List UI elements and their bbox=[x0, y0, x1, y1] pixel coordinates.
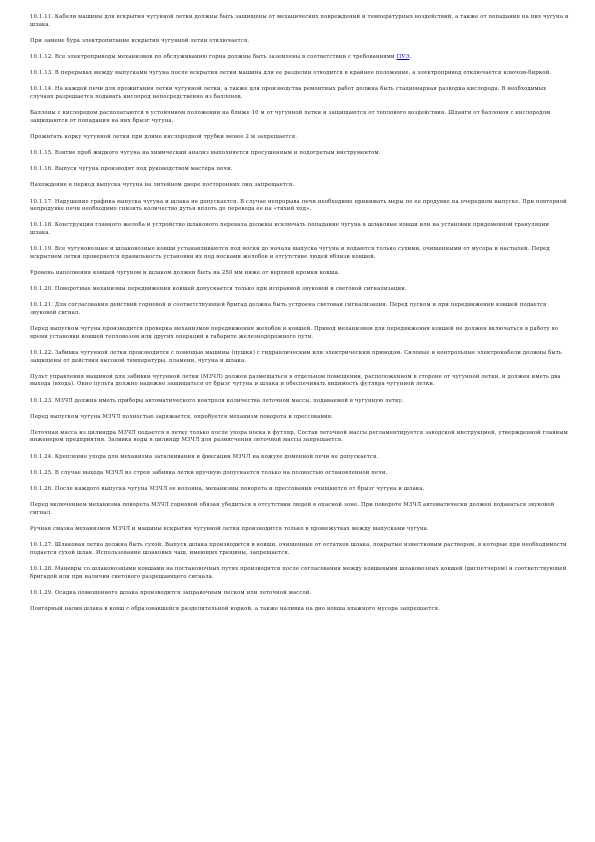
document-paragraph bbox=[30, 430, 569, 445]
document-paragraph bbox=[30, 526, 569, 534]
document-paragraph bbox=[30, 222, 569, 237]
paragraph-text: 10.1.16. Выпуск чугуна производят под руководством мастера печи. bbox=[30, 166, 233, 173]
paragraph-text: 10.1.11. Кабели машины для вскрытия чугунной летки должны быть защищены от механических повреждений и температурных воздействий, а также от попадания на них чугуна и шлака. bbox=[30, 14, 569, 28]
paragraph-text: Перед выпуском чугуна производится проверка механизмов передвижения желобов и ковшей. Привод механизмов для передвижения ковшей не должен включаться в работу во время установки ковшей тепловозом или других операций в габарите железнодорожного пути. bbox=[30, 326, 559, 340]
document-paragraph bbox=[30, 270, 569, 278]
paragraph-text: Перед включением механизма поворота МЗЧЛ горновой обязан убедиться в отсутствии людей в опасной зоне. При повороте МЗЧЛ автоматически должен подаваться звуковой сигнал. bbox=[30, 502, 555, 516]
paragraph-text: 10.1.24. Крепление упора для механизма заталкивания и фиксации МЗЧЛ на кожухе доменной печи не допускается. bbox=[30, 453, 379, 460]
document-paragraph bbox=[30, 502, 569, 517]
paragraph-text: При замене бура электропитание вскрытия чугунной летки отключается. bbox=[30, 37, 250, 44]
paragraph-text: Леточная масса из цилиндра МЗЧЛ подается в летку только после упора носка в футляр. Состав леточной массы регламентируется заводской инструкцией, утвержденной главным инженером предприятия. Заливка воды в цилиндр МЗЧЛ для размягчения леточной массы запрещается. bbox=[30, 429, 568, 444]
document-paragraph bbox=[30, 134, 569, 142]
document-paragraph bbox=[30, 326, 569, 341]
paragraph-text: 10.1.14. На каждой печи для прожигания летки чугунной летки, а также для производства ремонтных работ должна быть стационарная разводка кислорода. В необходимых случаях разрешается подавать кислород непосредственно из баллонов. bbox=[30, 86, 547, 100]
document-paragraph bbox=[30, 246, 569, 261]
document-paragraph bbox=[30, 414, 569, 422]
paragraph-text: 10.1.20. Поворотные механизмы передвижения ковшей допускается только при исправной звуковой и световой сигнализации. bbox=[30, 286, 407, 293]
document-paragraph bbox=[30, 470, 569, 478]
document-paragraph bbox=[30, 199, 569, 214]
document-paragraph bbox=[30, 86, 569, 101]
document-paragraph bbox=[30, 302, 569, 317]
paragraph-text: 10.1.17. Нарушение графика выпуска чугуна и шлака не допускается. В случае непрорыва печи необходимо принимать меры по ее продувке на очередном выпуске. При повторной непродувке печи необходимо снизить количество дутья вплоть до перевода ее на «тихий ход». bbox=[30, 198, 567, 213]
document-paragraph bbox=[30, 14, 569, 29]
document-paragraph bbox=[30, 70, 569, 78]
paragraph-text-after-link: . bbox=[409, 53, 412, 60]
paragraph-text: Нахождение в период выпуска чугуна на литейном дворе посторонних лиц запрещается. bbox=[30, 182, 295, 189]
document-paragraph bbox=[30, 566, 569, 581]
paragraph-text: 10.1.19. Все чугуновозные и шлаковозные ковши устанавливаются под носки до начала выпуска чугуна и подаются только сухими, очищенными от мусора и настылей. Перед вскрытием летки проверяется правильность установки их под носками желобов и отсутствие людей вблизи ковшей. bbox=[30, 246, 550, 260]
document-paragraph bbox=[30, 454, 569, 462]
paragraph-text: 10.1.25. В случае выхода МЗЧЛ из строя забивка летки вручную допускается только на полностью остановленной печи. bbox=[30, 469, 388, 476]
document-paragraph bbox=[30, 374, 569, 389]
document-paragraph bbox=[30, 542, 569, 557]
document-paragraph bbox=[30, 350, 569, 365]
document-paragraph bbox=[30, 590, 569, 598]
document-paragraph bbox=[30, 398, 569, 406]
document-paragraph bbox=[30, 182, 569, 190]
regulation-link[interactable]: ПУЭ bbox=[396, 53, 410, 60]
document-paragraph bbox=[30, 606, 569, 614]
paragraph-text: Повторный налив шлака в ковш с образовавшейся разделительной коркой, а также наливка на дно ковша влажного мусора запрещается. bbox=[30, 605, 440, 612]
document-paragraph bbox=[30, 38, 569, 46]
paragraph-text: 10.1.22. Забивка чугунной летки производится с помощью машины (пушки) с гидравлическим или электрическим приводом. Силовые и контрольные электрокабели должны быть защищены от действия высокой температуры, пламени, чугуна и шлака. bbox=[30, 349, 562, 364]
document-paragraph bbox=[30, 150, 569, 158]
document-paragraph bbox=[30, 486, 569, 494]
paragraph-text: 10.1.12. Все электроприводы механизмов по обслуживанию горна должны быть заземлены в соответствии с требованиями bbox=[30, 53, 397, 60]
document-paragraph bbox=[30, 110, 569, 125]
paragraph-text: 10.1.29. Осадка помещенного шлака производится заправочным песком или леточной массой. bbox=[30, 589, 312, 596]
paragraph-text: 10.1.28. Маневры со шлаковозными ковшами на постановочных путях производятся после согласования между ковшевыми шлаковозных ковшей (диспетчером) и соответствующей бригадой или при наличии светового разрешающего сигнала. bbox=[30, 565, 567, 580]
paragraph-text: Уровень наполнения ковшей чугуном и шлаком должен быть на 250 мм ниже от верхней кромки ковша. bbox=[30, 270, 340, 276]
paragraph-text: 10.1.27. Шлаковая летка должна быть сухой. Выпуск шлака производится в ковши, очищенные от остатков шлака, покрытые известковым раствором, в которые при необходимости подается сухой шлак. Использование шлаковых чаш, имеющих трещины, запрещается. bbox=[30, 542, 567, 556]
paragraph-text: Баллоны с кислородом располагаются в устойчивом положении на ближе 10 м от чугунной летки и защищаются от теплового воздействия. Шланги от баллонов с кислородом защищаются от попадания на них брызг чугуна. bbox=[30, 110, 551, 124]
paragraph-text: 10.1.26. После каждого выпуска чугуна МЗЧЛ ее колонна, механизмы поворота и прессования очищаются от брызг чугуна и шлака. bbox=[30, 486, 425, 493]
document-paragraph bbox=[30, 286, 569, 294]
document-paragraph bbox=[30, 54, 569, 62]
paragraph-text: Прожигать корку чугунной летки при длине кислородной трубки менее 2 м запрещается. bbox=[30, 133, 298, 140]
paragraph-text: 10.1.18. Конструкция главного желоба и устройство шлакового перевала должны исключать попадание чугуна в шлаковые ковши или на установки придоменной грануляции шлака. bbox=[30, 222, 550, 237]
paragraph-text: Перед выпуском чугуна МЗЧЛ полностью заряжается, опробуется механизм поворота и прессования. bbox=[30, 413, 334, 420]
paragraph-text: 10.1.21. Для согласования действий горновой и соответствующей бригад должна быть устроена световая сигнализация. Перед пуском и при передвижении ковшей подается звуковой сигнал. bbox=[30, 302, 547, 316]
paragraph-text: 10.1.13. В перерывах между выпусками чугуна после вскрытия летки машина для ее разделки отводится в крайнее положение, а электропривод отключается ключом-биркой. bbox=[30, 70, 552, 77]
paragraph-text: 10.1.15. Взятие проб жидкого чугуна на химический анализ выполняется просушенным и подогретым инструментом. bbox=[30, 150, 381, 157]
paragraph-text: Ручная смазка механизмов МЗЧЛ и машины вскрытия чугунной летки производится только в промежутках между выпусками чугуна. bbox=[30, 526, 429, 532]
document-paragraph bbox=[30, 166, 569, 174]
paragraph-text: 10.1.23. МЗЧЛ должна иметь приборы автоматического контроля количества леточной массы, подаваемой в чугунную летку. bbox=[30, 397, 404, 404]
paragraph-text: Пульт управления машиной для забивки чугунной летки (МЗЧЛ) должен размещаться в отдельном помещении, расположенном в стороне от чугунной летки, и должен иметь два выхода (входа). Окно пульта должно надежно защищаться от брызг чугуна и шлака и обеспечивать видимость футляра чугунной летки. bbox=[30, 373, 561, 388]
